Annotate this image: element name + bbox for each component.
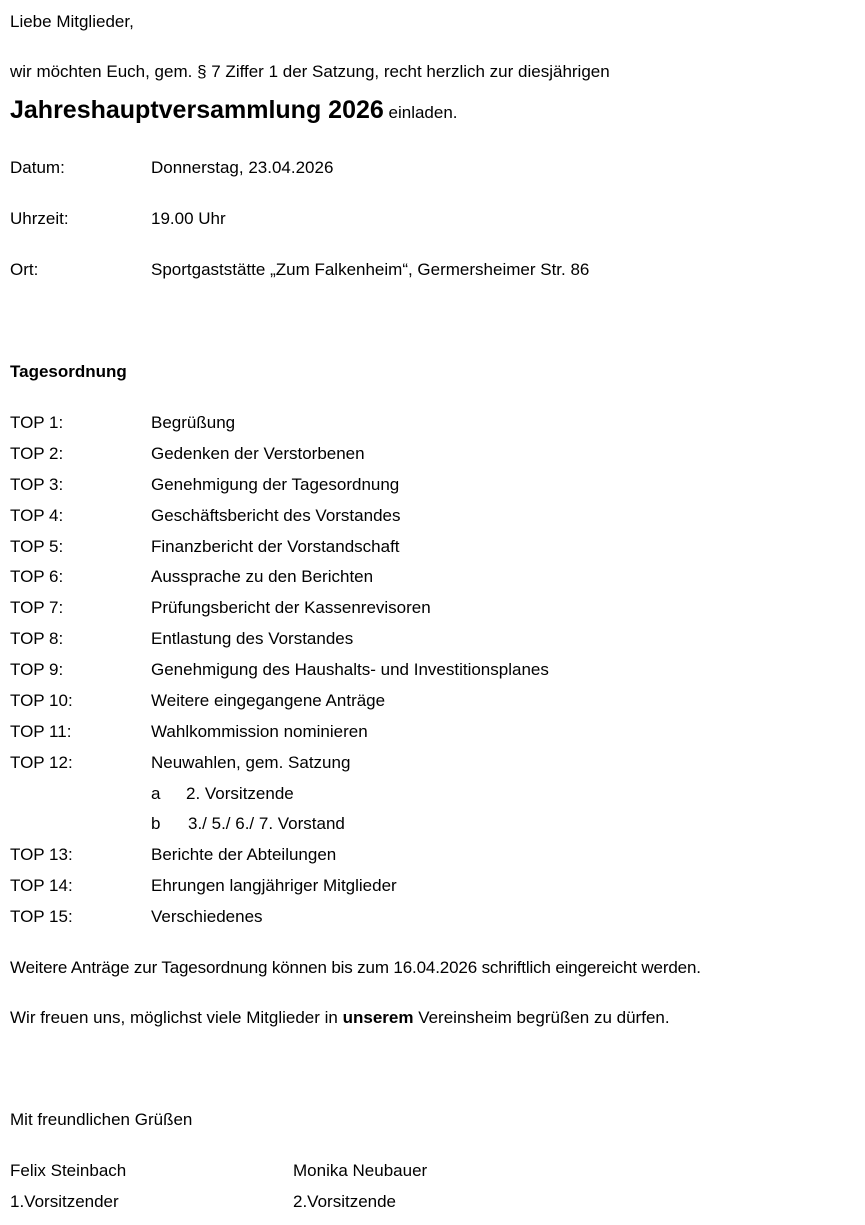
agenda-item-label: TOP 8: bbox=[10, 629, 64, 648]
detail-value-time: 19.00 Uhr bbox=[151, 209, 226, 228]
agenda-item-label: TOP 7: bbox=[10, 598, 64, 617]
intro-text: wir möchten Euch, gem. § 7 Ziffer 1 der Satzung, recht herzlich zur diesjährigen bbox=[10, 62, 610, 81]
signatory-name: Monika Neubauer bbox=[293, 1161, 428, 1180]
agenda-item-text: Weitere eingegangene Anträge bbox=[151, 691, 386, 710]
closing-line bbox=[10, 1008, 670, 1028]
agenda-item-label: TOP 14: bbox=[10, 876, 73, 895]
deadline-note: Weitere Anträge zur Tagesordnung können bis zum 16.04.2026 schriftlich eingereicht werden. bbox=[10, 958, 701, 977]
signatory-role: 1.Vorsitzender bbox=[10, 1192, 119, 1211]
headline-title: Jahreshauptversammlung 2026 bbox=[10, 96, 384, 124]
agenda-item-text: Berichte der Abteilungen bbox=[151, 845, 337, 864]
detail-label-time: Uhrzeit: bbox=[10, 209, 69, 228]
agenda-item-text: Wahlkommission nominieren bbox=[151, 722, 368, 741]
agenda-item-label: TOP 4: bbox=[10, 506, 64, 525]
greeting: Liebe Mitglieder, bbox=[10, 12, 134, 31]
agenda-item-text: Entlastung des Vorstandes bbox=[151, 629, 354, 648]
agenda-item-text: Ehrungen langjähriger Mitglieder bbox=[151, 876, 397, 895]
signatory-role: 2.Vorsitzende bbox=[293, 1192, 397, 1211]
salutation: Mit freundlichen Grüßen bbox=[10, 1110, 193, 1129]
agenda-item-text: Prüfungsbericht der Kassenrevisoren bbox=[151, 598, 431, 617]
agenda-subitem bbox=[151, 784, 294, 804]
closing-line-before: Wir freuen uns, möglichst viele Mitglieder in bbox=[10, 1008, 338, 1027]
agenda-item-label: TOP 6: bbox=[10, 567, 64, 586]
agenda-item-label: TOP 12: bbox=[10, 753, 73, 772]
agenda-item-text: Aussprache zu den Berichten bbox=[151, 567, 374, 586]
closing-line-emphasis: unserem bbox=[342, 1008, 414, 1027]
headline bbox=[10, 96, 458, 124]
agenda-item-text: Genehmigung der Tagesordnung bbox=[151, 475, 400, 494]
agenda-item-label: TOP 2: bbox=[10, 444, 64, 463]
detail-value-location: Sportgaststätte „Zum Falkenheim“, Germersheimer Str. 86 bbox=[151, 260, 590, 279]
agenda-subitem-letter: b bbox=[151, 814, 161, 833]
agenda-subitem-text: 2. Vorsitzende bbox=[186, 784, 294, 803]
agenda-subitem-letter: a bbox=[151, 784, 161, 803]
agenda-item-label: TOP 1: bbox=[10, 413, 64, 432]
headline-suffix: einladen. bbox=[388, 103, 458, 122]
agenda-item-label: TOP 10: bbox=[10, 691, 73, 710]
agenda-item-text: Finanzbericht der Vorstandschaft bbox=[151, 537, 400, 556]
agenda-item-text: Neuwahlen, gem. Satzung bbox=[151, 753, 351, 772]
agenda-item-label: TOP 9: bbox=[10, 660, 64, 679]
agenda-heading: Tagesordnung bbox=[10, 362, 127, 381]
signatory-name: Felix Steinbach bbox=[10, 1161, 127, 1180]
agenda-item-text: Gedenken der Verstorbenen bbox=[151, 444, 365, 463]
agenda-item-text: Geschäftsbericht des Vorstandes bbox=[151, 506, 401, 525]
agenda-subitem bbox=[151, 814, 345, 834]
agenda-item-text: Verschiedenes bbox=[151, 907, 263, 926]
detail-value-date: Donnerstag, 23.04.2026 bbox=[151, 158, 334, 177]
closing-line-after: Vereinsheim begrüßen zu dürfen. bbox=[418, 1008, 670, 1027]
agenda-item-label: TOP 5: bbox=[10, 537, 64, 556]
agenda-item-label: TOP 3: bbox=[10, 475, 64, 494]
agenda-item-label: TOP 11: bbox=[10, 722, 72, 741]
agenda-item-text: Begrüßung bbox=[151, 413, 236, 432]
agenda-item-text: Genehmigung des Haushalts- und Investitionsplanes bbox=[151, 660, 549, 679]
detail-label-location: Ort: bbox=[10, 260, 39, 279]
agenda-subitem-text: 3./ 5./ 6./ 7. Vorstand bbox=[188, 814, 345, 833]
agenda-item-label: TOP 13: bbox=[10, 845, 73, 864]
agenda-item-label: TOP 15: bbox=[10, 907, 73, 926]
detail-label-date: Datum: bbox=[10, 158, 65, 177]
